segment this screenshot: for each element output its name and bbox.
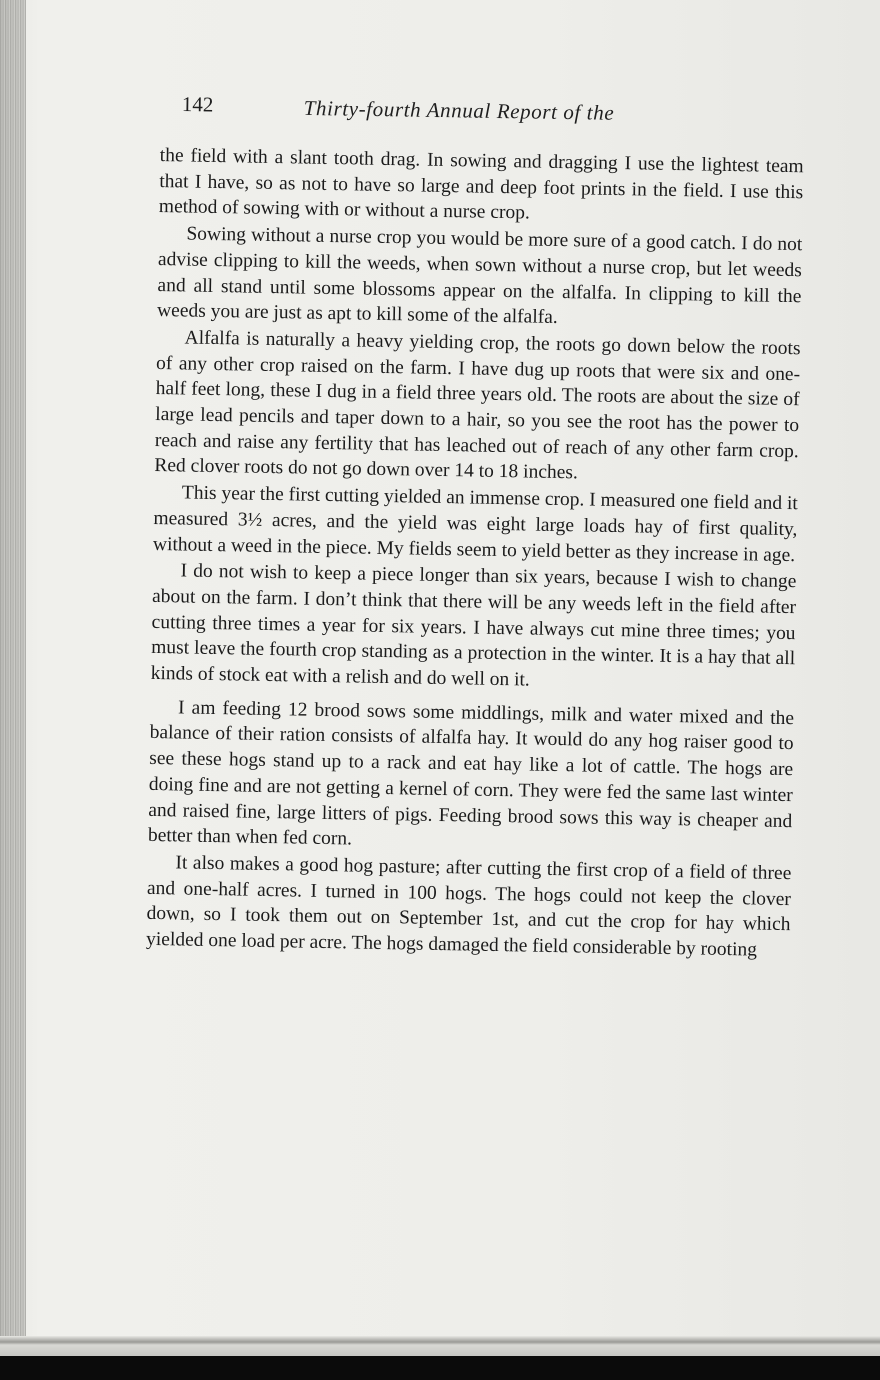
page-number: 142 [181, 92, 214, 117]
paragraph-4: This year the first cutting yielded an immense crop. I measured one field and it measured 3½ acres, and the yield was eight large loads hay of first quality, without a weed in the piece. My fields seem to yield better as they increase in age. [152, 482, 798, 566]
page-header [181, 92, 702, 140]
page-bottom-edge [0, 1336, 880, 1356]
paragraph-3: Alfalfa is naturally a heavy yielding crop, the roots go down below the roots of any other crop raised on the farm. I have dug up roots that were six and one-half feet long, these I dug in a field three years old. The roots are about the size of large lead pencils and taper down to a hair, so you see the root has the power to reach and raise any fertility that has leached out of reach of any other farm crop. Red clover roots do not go down over 14 to 18 inches. [154, 327, 801, 484]
running-title: Thirty-fourth Annual Report of the [303, 95, 615, 125]
paragraph-7: It also makes a good hog pasture; after cutting the first crop of a field of three and one-half acres. I turned in 100 hogs. The hogs could not keep the clover down, so I took them out on September 1st, and cut the crop for hay which yielded one load per acre. The hogs damaged the field considerable by rooting [145, 852, 792, 961]
paragraph-2: Sowing without a nurse crop you would be more sure of a good catch. I do not advise clipping to kill the weeds, when sown without a nurse crop, but let weeds and all stand until some blossoms appear on the alfalfa. In clipping to kill the weeds you are just as apt to kill some of the alfalfa. [156, 223, 803, 329]
book-binding-edge [0, 0, 26, 1340]
paragraph-6: I am feeding 12 brood sows some middlings, milk and water mixed and the balance of their ration consists of alfalfa hay. It would do any hog raiser good to see these hogs stand up to a rack and eat hay like a lot of cattle. The hogs are doing fine and are not getting a kernel of corn. They were fed the same last winter and raised fine, large litters of pigs. Feeding brood sows this way is cheaper and better than when fed corn. [147, 697, 795, 850]
paragraph-5: I do not wish to keep a piece longer than six years, because I wish to change about on the farm. I don’t think that there will be any weeds left in the field after cutting three times a year for six years. I have always cut mine three times; you must leave the fourth crop standing as a protection in the winter. It is a hay that all kinds of stock eat with a relish and do well on it. [150, 560, 797, 691]
paragraph-1: the field with a slant tooth drag. In sowing and dragging I use the lightest team that I have, so as not to have so large and deep foot prints in the field. I use this method of sowing with or without a nurse crop. [158, 144, 804, 224]
body-text [146, 143, 804, 965]
